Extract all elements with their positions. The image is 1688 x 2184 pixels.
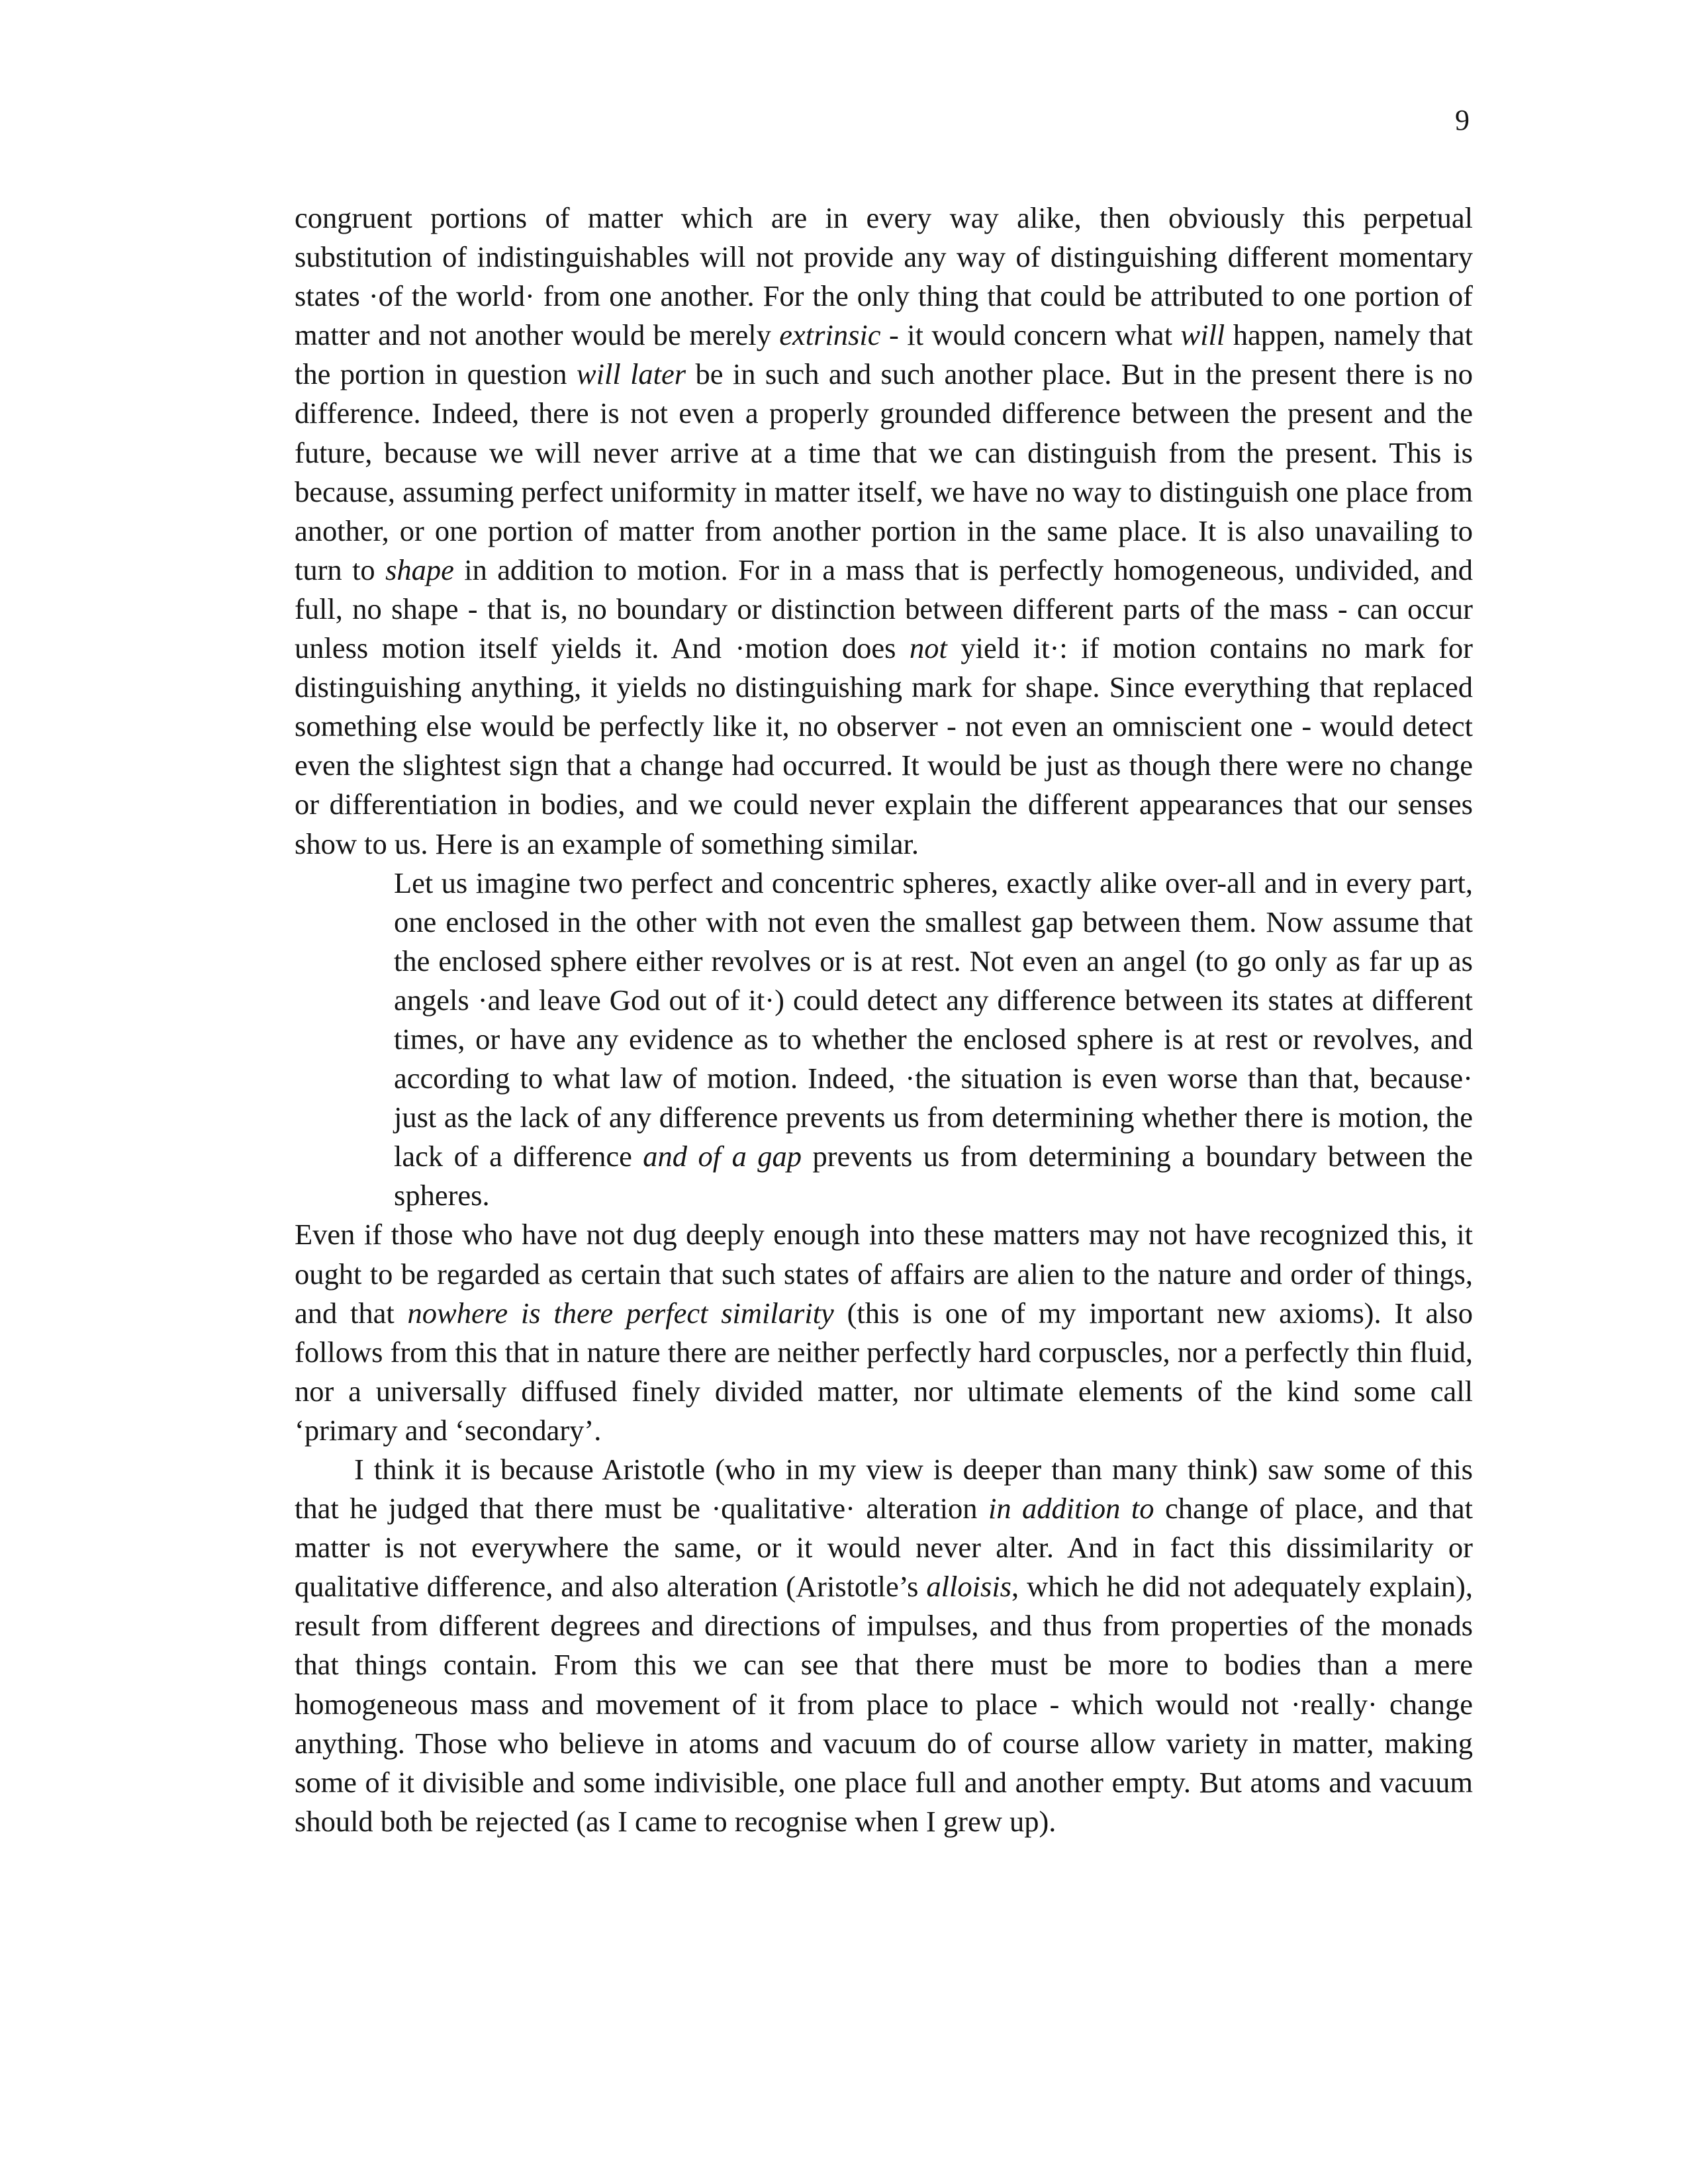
text-run: congruent portions of matter which are in every way alike, then obviously this perpetual substitution of indistinguishables will not provide any way of distinguishing different momentary states ·of the world· from one another. For the only thing that could be attributed to one portion of matter and not another would be merely: [295, 201, 1473, 352]
italic-text: not: [909, 631, 947, 665]
italic-text: will: [1180, 318, 1225, 352]
italic-text: alloisis: [926, 1570, 1011, 1604]
italic-text: will later: [576, 357, 686, 391]
paragraph: [295, 199, 1473, 864]
italic-text: and of a gap: [643, 1140, 802, 1173]
body-text: [295, 199, 1473, 1841]
text-run: (this is one of my important new axioms). It also follows from this that in nature there are neither perfectly hard corpuscles, nor a perfectly thin fluid, nor a universally diffused finely divided matter, nor ultimate elements of the kind some call ‘primary and ‘secondary’.: [295, 1296, 1474, 1447]
block-quote: [394, 864, 1473, 1216]
page-number: 9: [1455, 104, 1470, 136]
text-run: I think it is because Aristotle (who in my view is deeper than many think) saw some of this that he judged that there must be ·qualitative· alteration: [295, 1453, 1473, 1525]
text-run: - it would concern what: [880, 318, 1181, 352]
text-run: yield it·: if motion contains no mark for distinguishing anything, it yields no distinguishing mark for shape. Since everything that replaced something else would be perfectly like it, no observer - not even an omniscient one - would detect even the slightest sign that a change had occurred. It would be just as though there were no change or differentiation in bodies, and we could never explain the different appearances that our senses show to us. Here is an example of something similar.: [295, 631, 1473, 860]
italic-text: in addition to: [988, 1492, 1154, 1525]
text-run: Even if those who have not dug deeply enough into these matters may not have recognized this, it ought to be regarded as certain that such states of affairs are alien to the nature and order of things, and that: [295, 1218, 1473, 1330]
text-run: change of place, and that matter is not everywhere the same, or it would never alter. And in fact this dissimilarity or qualitative difference, and also alteration (Aristotle’s: [295, 1492, 1473, 1604]
italic-text: shape: [385, 553, 454, 586]
text-run: prevents us from determining a boundary between the spheres.: [394, 1140, 1473, 1212]
paragraph: [295, 1450, 1473, 1841]
italic-text: extrinsic: [779, 318, 881, 352]
text-run: Let us imagine two perfect and concentric spheres, exactly alike over-all and in every part, one enclosed in the other with not even the smallest gap between them. Now assume that the enclosed sphere either revolves or is at rest. Not even an angel (to go only as far up as angels ·and leave God out of it·) could detect any difference between its states at different times, or have any evidence as to whether the enclosed sphere is at rest or revolves, and according to what law of motion. Indeed, ·the situation is even worse than that, because· just as the lack of any difference prevents us from determining whether there is motion, the lack of a difference: [394, 866, 1473, 1173]
paragraph: [295, 1215, 1473, 1450]
italic-text: nowhere is there perfect similarity: [407, 1296, 834, 1330]
text-run: in addition to motion. For in a mass that is perfectly homogeneous, undivided, and full, no shape - that is, no boundary or distinction between different parts of the mass - can occur unless motion itself yields it. And ·motion does: [295, 553, 1473, 665]
text-run: , which he did not adequately explain), result from different degrees and directions of impulses, and thus from properties of the monads that things contain. From this we can see that there must be more to bodies than a mere homogeneous mass and movement of it from place to place - which would not ·really· change anything. Those who believe in atoms and vacuum do of course allow variety in matter, making some of it divisible and some indivisible, one place full and another empty. But atoms and vacuum should both be rejected (as I came to recognise when I grew up).: [295, 1570, 1474, 1838]
text-run: be in such and such another place. But in the present there is no difference. Indeed, there is not even a properly grounded difference between the present and the future, because we will never arrive at a time that we can distinguish from the present. This is because, assuming perfect uniformity in matter itself, we have no way to distinguish one place from another, or one portion of matter from another portion in the same place. It is also unavailing to turn to: [295, 357, 1473, 586]
text-run: happen, namely that the portion in question: [295, 318, 1473, 391]
